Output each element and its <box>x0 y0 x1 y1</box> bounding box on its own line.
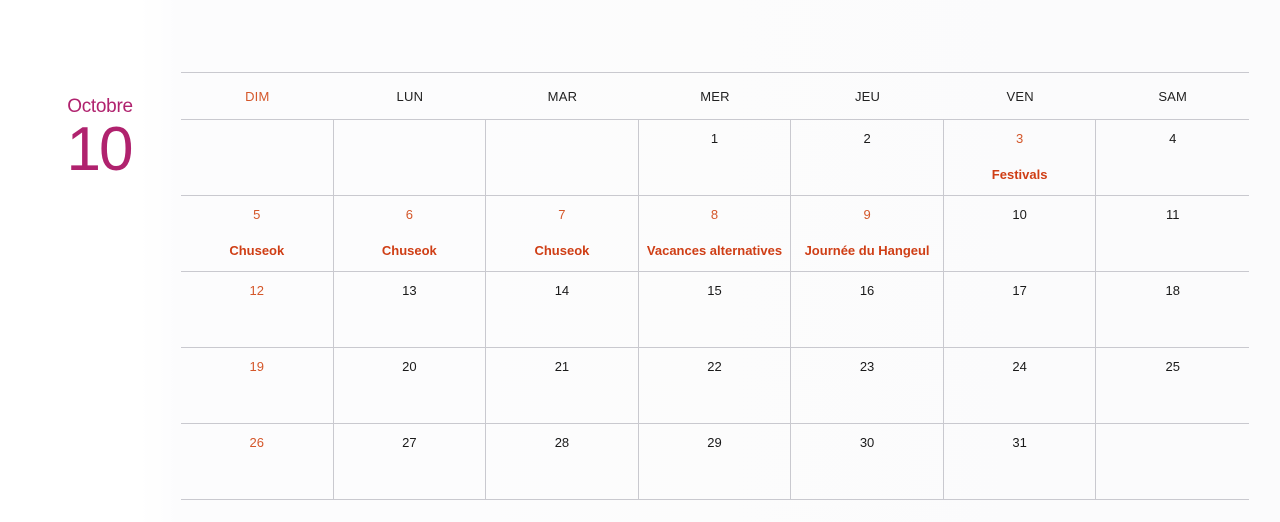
day-number: 30 <box>859 435 875 450</box>
day-cell[interactable] <box>1096 196 1249 271</box>
day-number: 7 <box>558 207 566 222</box>
month-number: 10 <box>66 115 132 184</box>
day-event-label: Chuseok <box>534 243 590 258</box>
day-cell[interactable] <box>1096 272 1249 347</box>
day-number: 2 <box>863 131 871 146</box>
day-number: 17 <box>1012 283 1027 298</box>
day-cell[interactable] <box>181 272 334 347</box>
day-event-label: Chuseok <box>381 243 437 258</box>
day-cell[interactable] <box>486 424 639 499</box>
weekday-tuesday: MAR <box>547 88 578 104</box>
day-cell[interactable] <box>181 348 334 423</box>
day-number: 8 <box>710 207 719 222</box>
weekday-saturday: SAM <box>1158 88 1188 104</box>
day-cell[interactable] <box>639 196 792 271</box>
day-cell[interactable] <box>486 348 639 423</box>
day-cell[interactable] <box>944 196 1097 271</box>
day-cell[interactable] <box>791 196 944 271</box>
day-event-label: Vacances alternatives <box>646 243 783 258</box>
day-cell[interactable] <box>639 120 792 195</box>
weekday-monday: LUN <box>396 88 424 104</box>
day-cell[interactable] <box>1096 348 1249 423</box>
empty-day-cell <box>181 120 334 195</box>
day-number: 16 <box>859 283 875 298</box>
day-number: 28 <box>554 435 570 450</box>
day-cell[interactable] <box>181 196 334 271</box>
empty-day-cell <box>1096 424 1249 499</box>
day-number: 10 <box>1012 207 1027 222</box>
day-cell[interactable] <box>1096 120 1249 195</box>
day-cell[interactable] <box>334 196 487 271</box>
empty-day-cell <box>334 120 487 195</box>
day-number: 6 <box>405 207 413 222</box>
weekday-sunday: DIM <box>245 88 270 104</box>
day-number: 3 <box>1016 131 1024 146</box>
day-number: 29 <box>707 435 722 450</box>
weekday-header-row <box>181 73 1249 120</box>
day-event-label: Festivals <box>991 167 1048 182</box>
day-cell[interactable] <box>944 424 1097 499</box>
day-number: 9 <box>863 207 871 222</box>
day-number: 15 <box>707 283 722 298</box>
week-row <box>181 424 1249 499</box>
day-cell[interactable] <box>944 348 1097 423</box>
day-cell[interactable] <box>486 272 639 347</box>
day-number: 18 <box>1165 283 1180 298</box>
day-number: 21 <box>554 359 570 374</box>
day-cell[interactable] <box>334 272 487 347</box>
day-cell[interactable] <box>639 348 792 423</box>
day-number: 12 <box>249 283 265 298</box>
month-name: Octobre <box>67 96 133 117</box>
day-number: 23 <box>859 359 875 374</box>
day-number: 24 <box>1012 359 1027 374</box>
calendar-grid <box>181 72 1249 500</box>
day-cell[interactable] <box>791 120 944 195</box>
weekday-friday: VEN <box>1006 88 1034 104</box>
day-cell[interactable] <box>334 424 487 499</box>
weekday-wednesday: MER <box>700 88 730 104</box>
day-number: 11 <box>1165 207 1180 222</box>
day-number: 14 <box>554 283 570 298</box>
day-cell[interactable] <box>791 272 944 347</box>
day-number: 13 <box>402 283 417 298</box>
empty-day-cell <box>486 120 639 195</box>
day-cell[interactable] <box>486 196 639 271</box>
day-cell[interactable] <box>639 424 792 499</box>
day-number: 5 <box>253 207 261 222</box>
weeks-container <box>181 120 1249 499</box>
day-cell[interactable] <box>639 272 792 347</box>
day-event-label: Journée du Hangeul <box>804 243 930 258</box>
week-row <box>181 196 1249 272</box>
week-row <box>181 348 1249 424</box>
day-event-label: Chuseok <box>229 243 285 258</box>
day-cell[interactable] <box>944 272 1097 347</box>
month-header <box>60 96 140 184</box>
day-cell[interactable] <box>334 348 487 423</box>
day-number: 4 <box>1169 131 1177 146</box>
day-number: 19 <box>249 359 265 374</box>
day-number: 31 <box>1012 435 1027 450</box>
day-number: 25 <box>1165 359 1180 374</box>
day-cell[interactable] <box>944 120 1097 195</box>
week-row <box>181 120 1249 196</box>
day-number: 1 <box>710 131 719 146</box>
day-cell[interactable] <box>791 348 944 423</box>
day-cell[interactable] <box>791 424 944 499</box>
weekday-thursday: JEU <box>854 88 881 104</box>
day-number: 27 <box>402 435 417 450</box>
day-number: 26 <box>249 435 265 450</box>
day-number: 22 <box>707 359 722 374</box>
day-number: 20 <box>402 359 417 374</box>
week-row <box>181 272 1249 348</box>
day-cell[interactable] <box>181 424 334 499</box>
